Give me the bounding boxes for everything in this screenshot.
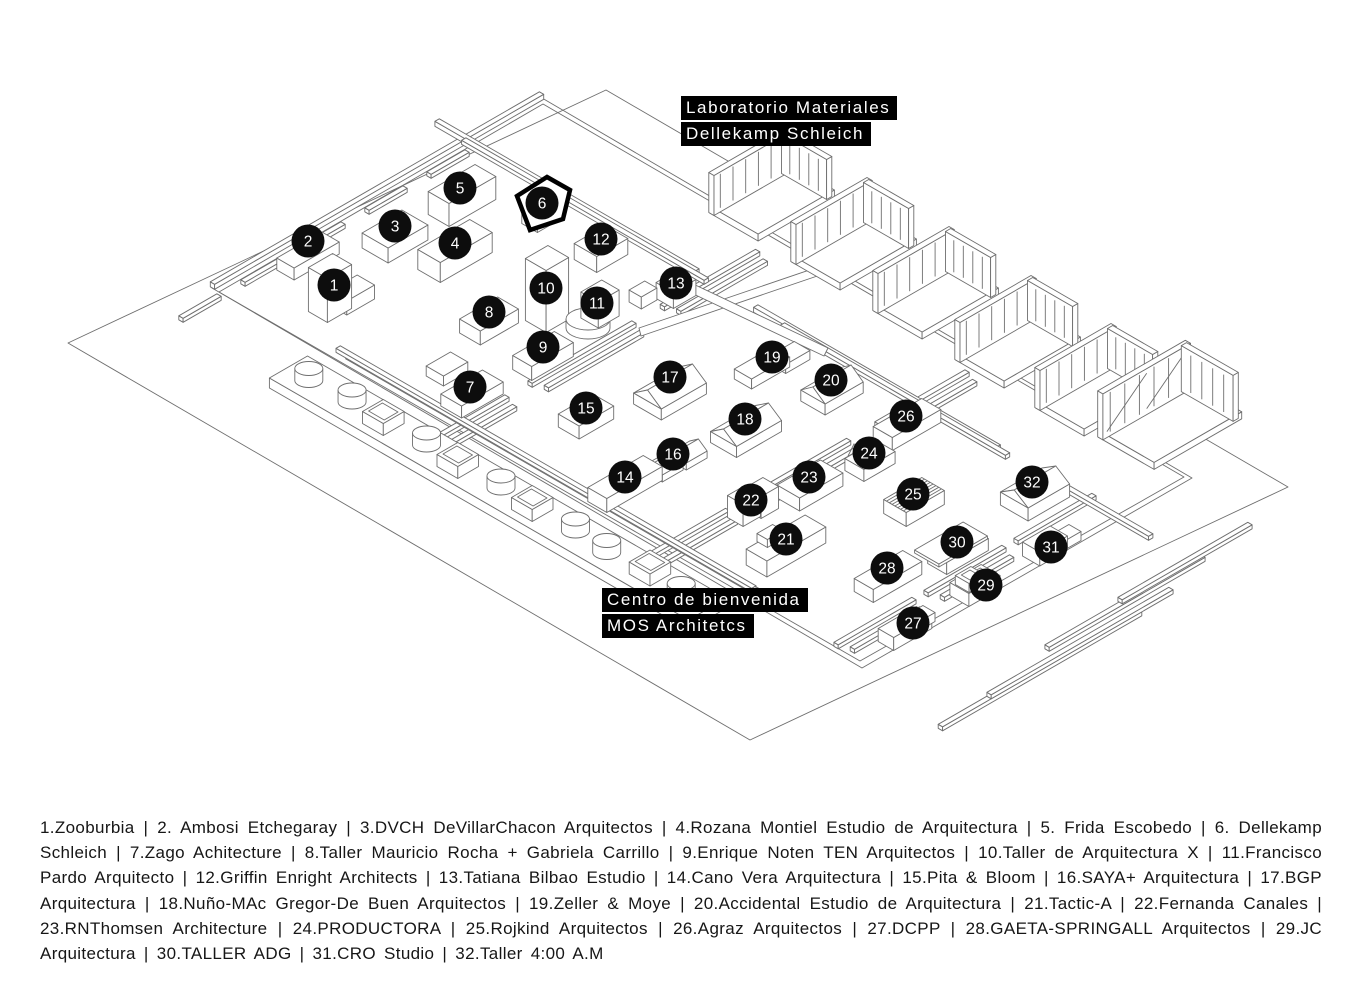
map-marker-3 (379, 210, 412, 243)
map-marker-19 (756, 341, 789, 374)
map-marker-4 (439, 227, 472, 260)
map-marker-29 (970, 569, 1003, 602)
label-centro-line1: Centro de bienvenida (602, 588, 808, 612)
marker-number: 24 (860, 445, 878, 463)
marker-number: 20 (822, 372, 840, 390)
label-laboratorio-line1: Laboratorio Materiales (681, 96, 897, 120)
map-marker-5 (444, 172, 477, 205)
map-marker-27 (897, 607, 930, 640)
map-marker-18 (729, 403, 762, 436)
map-marker-28 (871, 552, 904, 585)
map-marker-26 (890, 400, 923, 433)
marker-number: 25 (904, 486, 922, 504)
marker-number: 11 (588, 295, 606, 313)
map-marker-13 (660, 267, 693, 300)
marker-number: 8 (484, 304, 494, 322)
marker-number: 28 (878, 560, 896, 578)
map-marker-20 (815, 364, 848, 397)
map-marker-14 (609, 461, 642, 494)
map-marker-21 (770, 523, 803, 556)
map-marker-8 (473, 296, 506, 329)
marker-number: 32 (1023, 474, 1041, 492)
marker-number: 9 (538, 339, 548, 357)
marker-number: 21 (777, 531, 795, 549)
marker-number: 30 (948, 534, 966, 552)
map-marker-9 (527, 331, 560, 364)
marker-number: 22 (742, 492, 760, 510)
map-marker-17 (654, 361, 687, 394)
marker-number: 18 (736, 411, 754, 429)
map-marker-32 (1016, 466, 1049, 499)
marker-number: 17 (661, 369, 679, 387)
marker-number: 10 (537, 280, 555, 298)
marker-number: 19 (763, 349, 781, 367)
marker-number: 27 (904, 615, 922, 633)
marker-number: 5 (455, 180, 465, 198)
map-marker-22 (735, 484, 768, 517)
label-centro-line2: MOS Architetcs (602, 614, 754, 638)
marker-number: 13 (667, 275, 685, 293)
marker-number: 31 (1042, 539, 1060, 557)
marker-number: 2 (303, 233, 313, 251)
label-centro (602, 588, 808, 640)
marker-number: 1 (329, 277, 339, 295)
marker-number: 4 (450, 235, 460, 253)
marker-number: 26 (897, 408, 915, 426)
label-laboratorio-line2: Dellekamp Schleich (681, 122, 871, 146)
map-marker-31 (1035, 531, 1068, 564)
map-marker-30 (941, 526, 974, 559)
map-marker-10 (530, 272, 563, 305)
map-marker-16 (657, 438, 690, 471)
map-marker-1 (318, 269, 351, 302)
legend-text: 1.Zooburbia | 2. Ambosi Etchegaray | 3.DVCH DeVillarChacon Arquitectos | 4.Rozana Montiel Estudio de Arquitectura | 5. Frida Escobedo | 6. Dellekamp Schleich | 7.Zago Achitecture | 8.Taller Mauricio Rocha + Gabriela Carrillo | 9.Enrique Noten TEN Arquitectos | 10.Taller de Arquitectura X | 11.Francisco Pardo Arquitecto | 12.Griffin Enright Architects | 13.Tatiana Bilbao Estudio | 14.Cano Vera Arquitectura | 15.Pita & Bloom | 16.SAYA+ Arquitectura | 17.BGP Arquitectura | 18.Nuño-MAc Gregor-De Buen Arquitectos | 19.Zeller & Moye | 20.Accidental Estudio de Arquitectura | 21.Tactic-A | 22.Fernanda Canales | 23.RNThomsen Architecture | 24.PRODUCTORA | 25.Rojkind Arquitectos | 26.Agraz Arquitectos | 27.DCPP | 28.GAETA-SPRINGALL Arquitectos | 29.JC Arquitectura | 30.TALLER ADG | 31.CRO Studio | 32.Taller 4:00 A.M (40, 818, 1322, 964)
map-marker-2 (292, 225, 325, 258)
map-marker-12 (585, 223, 618, 256)
marker-number: 14 (616, 469, 634, 487)
marker-number: 23 (800, 469, 818, 487)
marker-number: 29 (977, 577, 995, 595)
marker-number: 7 (465, 379, 475, 397)
map-marker-25 (897, 478, 930, 511)
marker-number: 16 (664, 446, 682, 464)
map-marker-6 (526, 187, 559, 220)
map-marker-23 (793, 461, 826, 494)
marker-number: 15 (577, 400, 595, 418)
map-marker-15 (570, 392, 603, 425)
map-marker-24 (853, 437, 886, 470)
map-marker-7 (454, 371, 487, 404)
marker-number: 3 (390, 218, 400, 236)
marker-number: 12 (592, 231, 610, 249)
label-laboratorio (681, 96, 897, 148)
map-marker-11 (581, 287, 614, 320)
marker-number: 6 (537, 195, 547, 213)
